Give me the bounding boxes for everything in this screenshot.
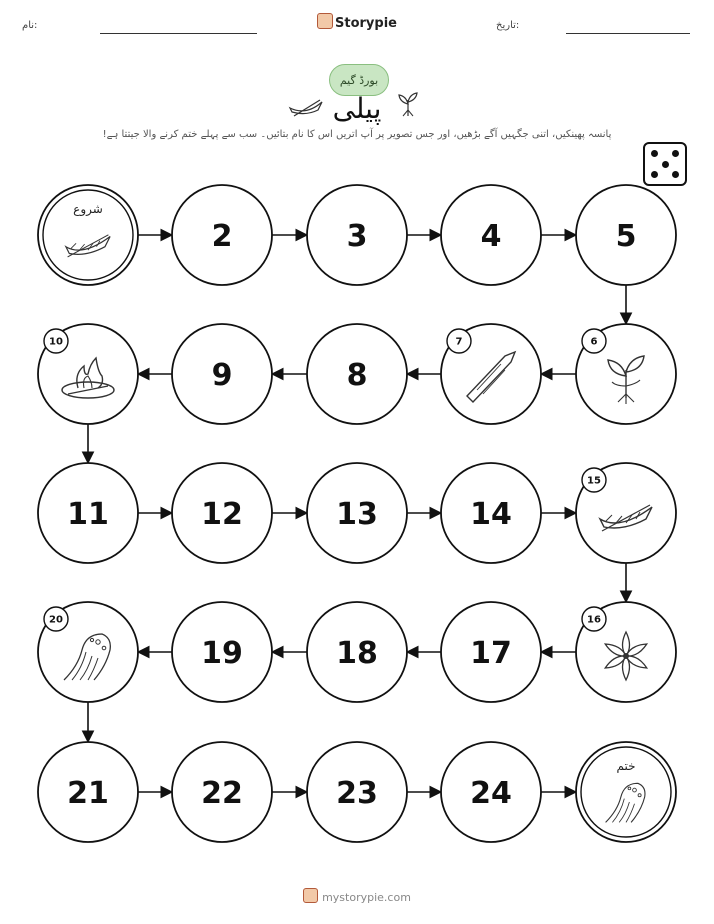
space-number: 5 (615, 219, 637, 254)
space-number: 8 (346, 358, 368, 393)
board-space-5 (576, 185, 676, 285)
board-space-17 (441, 602, 541, 702)
space-number: 23 (336, 776, 378, 811)
space-number: 18 (336, 636, 378, 671)
badge-number: 15 (587, 475, 601, 487)
board-space-21 (38, 742, 138, 842)
end-label: ختم (616, 759, 636, 773)
space-number: 19 (201, 636, 243, 671)
board-space-2 (172, 185, 272, 285)
brand-name: Storypie (335, 16, 397, 31)
board-space-23 (307, 742, 407, 842)
space-number: 13 (336, 497, 378, 532)
board-space-9 (172, 324, 272, 424)
board-space-3 (307, 185, 407, 285)
page-title: پیلی (332, 92, 382, 125)
board-space-19 (172, 602, 272, 702)
board-space-15 (576, 463, 676, 563)
footer-site[interactable]: mystorypie.com (322, 891, 411, 904)
space-number: 14 (470, 497, 512, 532)
badge-number: 20 (49, 614, 63, 626)
space-number-badge (582, 607, 606, 631)
space-number-badge (582, 329, 606, 353)
badge-number: 6 (590, 336, 598, 348)
space-number: 11 (67, 497, 109, 532)
board-space-18 (307, 602, 407, 702)
board-space-14 (441, 463, 541, 563)
board-space-4 (441, 185, 541, 285)
space-number: 24 (470, 776, 512, 811)
board-space-10 (38, 324, 138, 424)
start-label: شروع (73, 202, 103, 216)
name-label: نام: (22, 20, 38, 31)
board-space-1 (38, 185, 138, 285)
board-space-12 (172, 463, 272, 563)
board-space-11 (38, 463, 138, 563)
board-space-8 (307, 324, 407, 424)
space-number: 3 (346, 219, 368, 254)
space-number: 4 (480, 219, 502, 254)
space-number-badge (44, 329, 68, 353)
badge-number: 7 (455, 336, 463, 348)
board-space-13 (307, 463, 407, 563)
space-number: 2 (211, 219, 233, 254)
date-label: تاریخ: (496, 20, 520, 31)
footer (0, 888, 714, 904)
badge-number: 16 (587, 614, 601, 626)
board-space-22 (172, 742, 272, 842)
space-number: 12 (201, 497, 243, 532)
space-number-badge (447, 329, 471, 353)
space-number: 9 (211, 358, 233, 393)
space-number: 17 (470, 636, 512, 671)
space-number: 21 (67, 776, 109, 811)
board-space-20 (38, 602, 138, 702)
board-space-7 (441, 324, 541, 424)
board-space-25 (576, 742, 676, 842)
board-game-tag: بورڈ گیم (329, 64, 389, 96)
badge-number: 10 (49, 336, 63, 348)
board-space-6 (576, 324, 676, 424)
space-number: 22 (201, 776, 243, 811)
space-number-badge (44, 607, 68, 631)
instructions: پانسہ پھینکیں، اتنی جگہیں آگے بڑھیں، اور جس تصویر پر آپ اتریں اس کا نام بتائیں۔ سب سے پہلے ختم کرنے والا جیتتا ہے! (102, 129, 612, 140)
space-number-badge (582, 468, 606, 492)
board-space-24 (441, 742, 541, 842)
footer-logo-icon (303, 888, 318, 903)
board-space-16 (576, 602, 676, 702)
